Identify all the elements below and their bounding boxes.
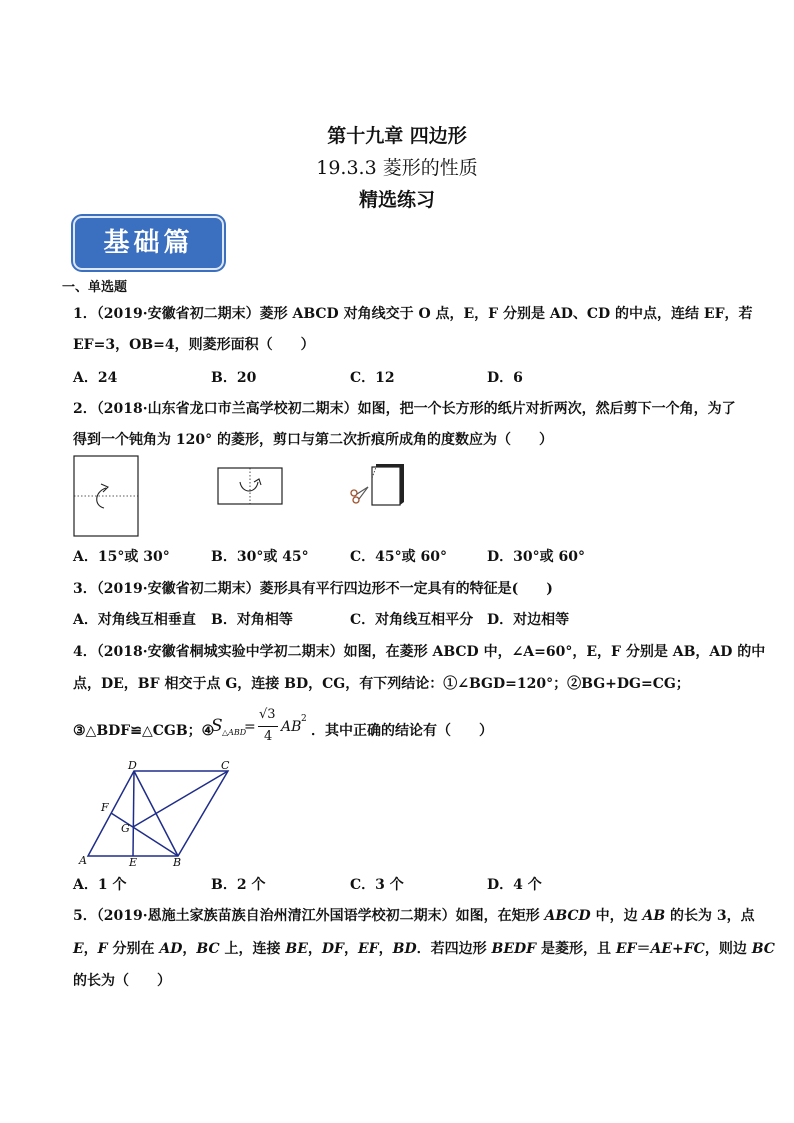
q4-option-b: B．2 个 [211, 877, 266, 893]
q2-folding-figure [70, 454, 430, 538]
segment-cg [133, 771, 228, 827]
q3-option-a: A．对角线互相垂直 [73, 612, 196, 628]
segment-de [133, 771, 134, 856]
label-c: C [221, 760, 230, 772]
q5-line1: 5．（2019·恩施土家族苗族自治州清江外国语学校初二期末）如图，在矩形 ABCD 中，边 AB 的长为 3，点 [73, 908, 755, 924]
q1-line2: EF=3，OB=4，则菱形面积（ ） [73, 337, 315, 353]
q4-line3-suffix: ．其中正确的结论有（ ） [311, 723, 493, 739]
rhombus-figure [76, 760, 236, 866]
part-heading: 一、单选题 [62, 280, 128, 295]
fraction-numerator: √3 [259, 707, 276, 722]
ab-term: AB [281, 719, 302, 735]
ab-exponent: 2 [301, 714, 307, 724]
q5-line2: E，F 分别在 AD，BC 上，连接 BE，DF，EF，BD．若四边形 BEDF 是菱形，且 EF＝AE+FC，则边 BC [73, 941, 775, 957]
label-e: E [129, 856, 138, 866]
area-symbol: S [211, 716, 223, 736]
label-a: A [79, 854, 87, 866]
q1-option-d: D．6 [487, 370, 523, 386]
q2-line2: 得到一个钝角为 120° 的菱形，剪口与第二次折痕所成角的度数应为（ ） [73, 432, 553, 448]
q1-option-b: B．20 [211, 370, 257, 386]
subtitle: 精选练习 [358, 189, 435, 211]
q5-line3: 的长为（ ） [73, 973, 171, 989]
q2-option-c: C．45°或 60° [350, 549, 447, 565]
scissors-icon [351, 487, 368, 503]
label-g: G [121, 822, 130, 835]
q4-line3-prefix: ③△BDF≌△CGB；④ [73, 723, 215, 739]
area-subscript: △ABD [222, 728, 247, 737]
equals-sign: = [244, 719, 256, 735]
chapter-title: 第十九章 四边形 [327, 125, 467, 147]
q1-line1: 1．（2019·安徽省初二期末）菱形 ABCD 对角线交于 O 点，E，F 分别是 AD、CD 的中点，连结 EF，若 [73, 306, 753, 322]
label-d: D [128, 760, 137, 772]
basic-level-badge: 基础篇 [73, 216, 224, 270]
folded-sheet [372, 467, 400, 505]
q3-line1: 3．（2019·安徽省初二期末）菱形具有平行四边形不一定具有的特征是( ) [73, 581, 553, 597]
q4-line2: 点，DE，BF 相交于点 G，连接 BD，CG，有下列结论：①∠BGD=120°；②BG+DG=CG； [73, 676, 690, 692]
q3-option-c: C．对角线互相平分 [350, 612, 474, 628]
section-title: 19.3.3 菱形的性质 [316, 157, 478, 179]
q2-option-d: D．30°或 60° [487, 549, 585, 565]
q2-option-b: B．30°或 45° [211, 549, 309, 565]
q4-option-d: D．4 个 [487, 877, 542, 893]
q3-option-d: D．对边相等 [487, 612, 570, 628]
q4-option-c: C．3 个 [350, 877, 404, 893]
label-f: F [101, 801, 109, 814]
q4-line1: 4．（2018·安徽省桐城实验中学初二期末）如图，在菱形 ABCD 中，∠A=60°，E，F 分别是 AB，AD 的中 [73, 644, 766, 660]
fraction-bar [258, 726, 278, 727]
q2-line1: 2．（2018·山东省龙口市兰高学校初二期末）如图，把一个长方形的纸片对折两次，然后剪下一个角，为了 [73, 401, 736, 417]
q2-option-a: A．15°或 30° [73, 549, 170, 565]
q1-option-a: A．24 [73, 370, 118, 386]
fraction-denominator: 4 [264, 729, 273, 744]
q3-option-b: B．对角相等 [211, 612, 293, 628]
label-b: B [173, 856, 182, 866]
fold-arrow-icon-2 [240, 482, 258, 491]
q1-option-c: C．12 [350, 370, 395, 386]
q4-option-a: A．1 个 [73, 877, 127, 893]
